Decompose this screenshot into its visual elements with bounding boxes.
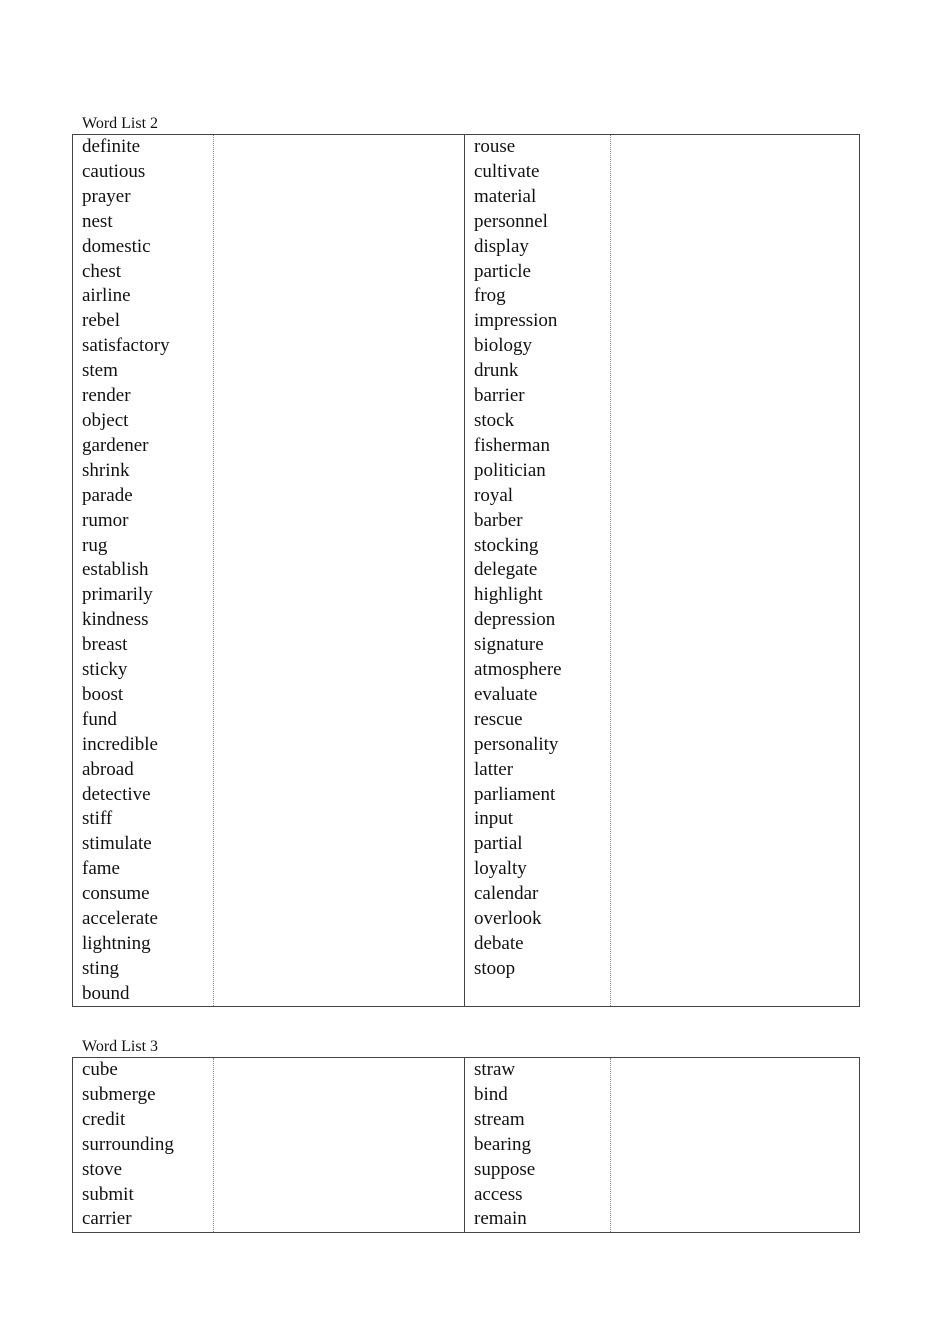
word-entry: kindness — [82, 609, 149, 631]
word-entry: chest — [82, 260, 122, 282]
word-list-3-title: Word List 3 — [82, 1038, 159, 1055]
word-entry: impression — [474, 310, 558, 332]
word-entry: establish — [82, 559, 149, 581]
word-entry: atmosphere — [474, 659, 562, 681]
word-entry: prayer — [82, 185, 131, 207]
word-list-3-left-words — [73, 1058, 213, 1232]
word-entry: rescue — [474, 708, 523, 730]
word-list-3-left-answer-column — [213, 1058, 465, 1232]
word-entry: cautious — [82, 160, 146, 182]
word-entry: stem — [82, 360, 118, 382]
word-list-2-left-words — [73, 135, 213, 1006]
word-entry: rug — [82, 534, 108, 556]
word-entry: particle — [474, 260, 531, 282]
word-entry: parade — [82, 484, 133, 506]
word-entry: abroad — [82, 758, 134, 780]
word-entry: calendar — [474, 883, 539, 905]
word-entry: lightning — [82, 933, 151, 954]
word-entry: fund — [82, 708, 117, 730]
word-list-2-table — [72, 134, 860, 1007]
word-entry: gardener — [82, 434, 149, 456]
word-list-3-section — [72, 1037, 860, 1233]
word-entry: material — [474, 185, 537, 207]
word-entry: stove — [82, 1158, 123, 1180]
word-entry: bind — [474, 1083, 508, 1105]
word-entry: cube — [82, 1059, 118, 1080]
word-list-3-table — [72, 1057, 860, 1233]
word-entry: surrounding — [82, 1133, 174, 1155]
word-entry: detective — [82, 783, 151, 805]
word-entry: suppose — [474, 1158, 536, 1180]
word-entry: royal — [474, 484, 514, 506]
word-entry: remain — [474, 1208, 527, 1230]
word-entry: bearing — [474, 1133, 531, 1155]
word-entry: shrink — [82, 459, 130, 481]
word-entry: drunk — [474, 360, 519, 382]
word-entry: cultivate — [474, 160, 540, 182]
word-entry: nest — [82, 210, 113, 232]
word-list-3-right-words — [464, 1058, 611, 1232]
word-list-2-right-answer-column — [610, 135, 861, 1006]
word-entry: domestic — [82, 235, 151, 257]
word-entry: sting — [82, 957, 119, 979]
word-entry: submit — [82, 1183, 134, 1205]
word-entry: definite — [82, 136, 141, 157]
word-entry: personality — [474, 733, 559, 755]
word-entry: straw — [474, 1059, 516, 1080]
word-entry: debate — [474, 933, 524, 954]
word-entry: boost — [82, 683, 124, 705]
word-entry: signature — [474, 634, 544, 656]
word-entry: stiff — [82, 808, 113, 830]
word-entry: carrier — [82, 1208, 132, 1230]
word-entry: stocking — [474, 534, 539, 556]
word-entry: incredible — [82, 733, 158, 755]
word-entry: access — [474, 1183, 523, 1205]
word-entry: display — [474, 235, 529, 257]
word-entry: object — [82, 409, 129, 431]
word-entry: politician — [474, 459, 546, 481]
word-entry: primarily — [82, 584, 153, 606]
word-entry: render — [82, 385, 131, 407]
word-entry: delegate — [474, 559, 538, 581]
word-entry: rouse — [474, 136, 516, 157]
word-entry: credit — [82, 1108, 126, 1130]
word-entry: barber — [474, 509, 523, 531]
word-entry: bound — [82, 982, 130, 1004]
word-entry: stream — [474, 1108, 525, 1130]
word-list-2-title: Word List 2 — [82, 115, 159, 132]
word-list-3-right-answer-column — [610, 1058, 861, 1232]
word-entry: sticky — [82, 659, 128, 681]
word-entry: stimulate — [82, 833, 152, 855]
word-entry: parliament — [474, 783, 556, 805]
word-entry: accelerate — [82, 908, 158, 930]
word-entry: overlook — [474, 908, 542, 930]
word-entry: loyalty — [474, 858, 527, 880]
word-entry: breast — [82, 634, 128, 656]
word-entry: barrier — [474, 385, 525, 407]
word-entry: consume — [82, 883, 150, 905]
word-entry: satisfactory — [82, 335, 170, 357]
word-entry: latter — [474, 758, 514, 780]
word-entry: fame — [82, 858, 120, 880]
word-entry: input — [474, 808, 514, 830]
word-list-2-left-answer-column — [213, 135, 465, 1006]
word-entry: personnel — [474, 210, 548, 232]
word-entry: fisherman — [474, 434, 550, 456]
word-entry: partial — [474, 833, 523, 855]
word-entry: rebel — [82, 310, 120, 332]
word-list-2-section — [72, 114, 860, 1007]
word-entry: evaluate — [474, 683, 538, 705]
word-entry: submerge — [82, 1083, 156, 1105]
word-entry: frog — [474, 285, 506, 307]
word-entry: airline — [82, 285, 131, 307]
word-entry: stock — [474, 409, 515, 431]
word-entry: rumor — [82, 509, 129, 531]
word-entry: biology — [474, 335, 533, 357]
word-entry: depression — [474, 609, 556, 631]
word-entry: highlight — [474, 584, 543, 606]
word-entry: stoop — [474, 957, 516, 979]
word-list-2-right-words — [464, 135, 611, 1006]
